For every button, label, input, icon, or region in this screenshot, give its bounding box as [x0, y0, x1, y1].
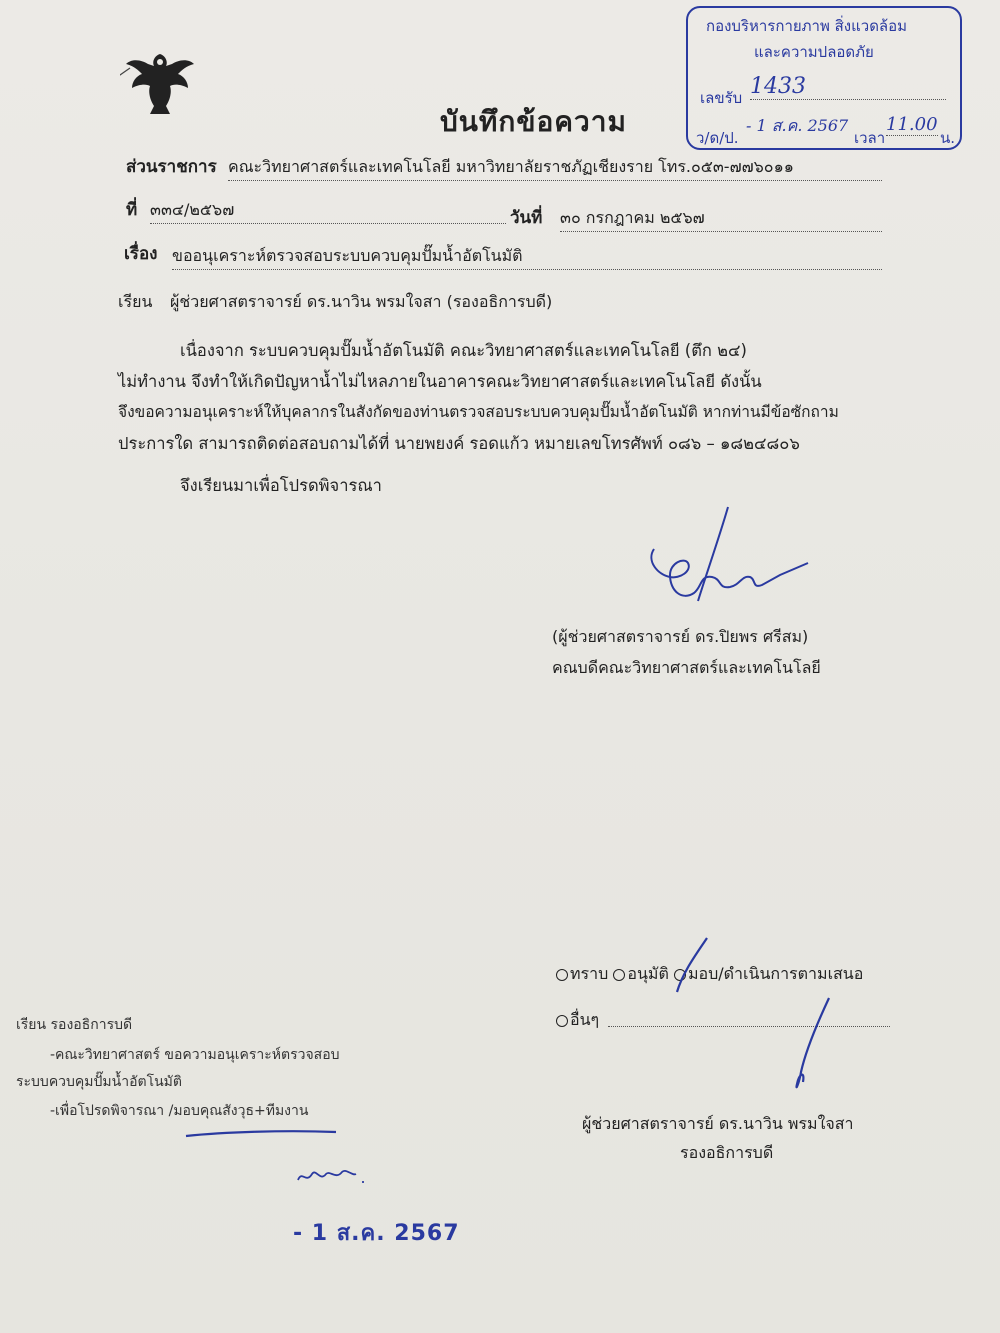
opt-approve: อนุมัติ: [627, 964, 669, 983]
approval-other-row: [556, 1008, 599, 1033]
stamp-recv-label: เลขรับ: [700, 89, 743, 107]
ref-label: ที่: [126, 200, 138, 220]
subject-label: เรื่อง: [124, 244, 158, 264]
closing-text: จึงเรียนมาเพื่อโปรดพิจารณา: [180, 476, 382, 495]
stamp-recv-no: 1433: [750, 74, 946, 100]
date-stamp: - 1 ส.ค. 2567: [293, 1221, 460, 1246]
signer-title: คณบดีคณะวิทยาศาสตร์และเทคโนโลยี: [552, 658, 821, 677]
note-line4: -เพื่อโปรดพิจารณา /มอบคุณสังวุธ+ทีมงาน: [50, 1103, 309, 1119]
opt-acknowledge: ทราบ: [570, 964, 609, 983]
dean-signature: [640, 505, 820, 610]
stamp-date-label: ว/ด/ป.: [696, 129, 739, 147]
other-checkbox[interactable]: [556, 1015, 568, 1027]
body-line3: จึงขอความอนุเคราะห์ให้บุคลากรในสังกัดของท่านตรวจสอบระบบควบคุมปั๊มน้ำอัตโนมัติ หากท่านมีข้อซักถาม: [118, 403, 839, 421]
to-value: ผู้ช่วยศาสตราจารย์ ดร.นาวิน พรมใจสา (รองอธิการบดี): [170, 292, 553, 311]
approver-name: ผู้ช่วยศาสตราจารย์ ดร.นาวิน พรมใจสา: [582, 1114, 854, 1133]
garuda-emblem-icon: [120, 48, 200, 118]
stamp-date-value: - 1 ส.ค. 2567: [746, 116, 849, 135]
stamp-time-value: 11.00: [886, 114, 938, 135]
memo-title: บันทึกข้อความ: [440, 105, 627, 138]
note-line1: เรียน รองอธิการบดี: [16, 1017, 133, 1033]
dept-label: ส่วนราชการ: [126, 157, 217, 177]
note-underline: [184, 1122, 340, 1144]
acknowledge-checkbox[interactable]: [556, 969, 568, 981]
opt-assign: มอบ/ดำเนินการตามเสนอ: [687, 964, 864, 983]
note-line3: ระบบควบคุมปั๊มน้ำอัตโนมัติ: [16, 1074, 182, 1090]
ref-value: ๓๓๔/๒๕๖๗: [150, 198, 506, 224]
approve-checkbox[interactable]: [613, 969, 625, 981]
date-label: วันที่: [510, 208, 543, 228]
note-line2: -คณะวิทยาศาสตร์ ขอความอนุเคราะห์ตรวจสอบ: [50, 1047, 340, 1063]
signer-name: (ผู้ช่วยศาสตราจารย์ ดร.ปิยพร ศรีสม): [552, 627, 809, 646]
body-line4: ประการใด สามารถติดต่อสอบถามได้ที่ นายพยงค์ รอดแก้ว หมายเลขโทรศัพท์ ๐๘๖ – ๑๘๒๔๘๐๖: [118, 434, 800, 453]
approver-title: รองอธิการบดี: [680, 1143, 774, 1162]
approver-signature: [665, 932, 845, 1097]
receiving-stamp: [686, 6, 962, 150]
dept-value: คณะวิทยาศาสตร์และเทคโนโลยี มหาวิทยาลัยราชภัฏเชียงราย โทร.๐๕๓-๗๗๖๐๑๑: [228, 155, 882, 181]
to-label: เรียน: [118, 292, 153, 311]
subject-value: ขออนุเคราะห์ตรวจสอบระบบควบคุมปั๊มน้ำอัตโนมัติ: [172, 244, 882, 270]
stamp-time-unit: น.: [940, 129, 956, 147]
stamp-org-line1: กองบริหารกายภาพ สิ่งแวดล้อม: [706, 17, 908, 35]
body-line2: ไม่ทำงาน จึงทำให้เกิดปัญหาน้ำไม่ไหลภายในอาคารคณะวิทยาศาสตร์และเทคโนโลยี ดังนั้น: [118, 372, 762, 391]
opt-other: อื่นๆ: [570, 1010, 600, 1029]
stamp-org-line2: และความปลอดภัย: [754, 43, 874, 61]
note-initials: [294, 1160, 374, 1190]
stamp-time-label: เวลา: [854, 129, 886, 147]
date-value: ๓๐ กรกฎาคม ๒๕๖๗: [560, 206, 882, 232]
body-line1: เนื่องจาก ระบบควบคุมปั๊มน้ำอัตโนมัติ คณะวิทยาศาสตร์และเทคโนโลยี (ตึก ๒๔): [180, 341, 747, 360]
